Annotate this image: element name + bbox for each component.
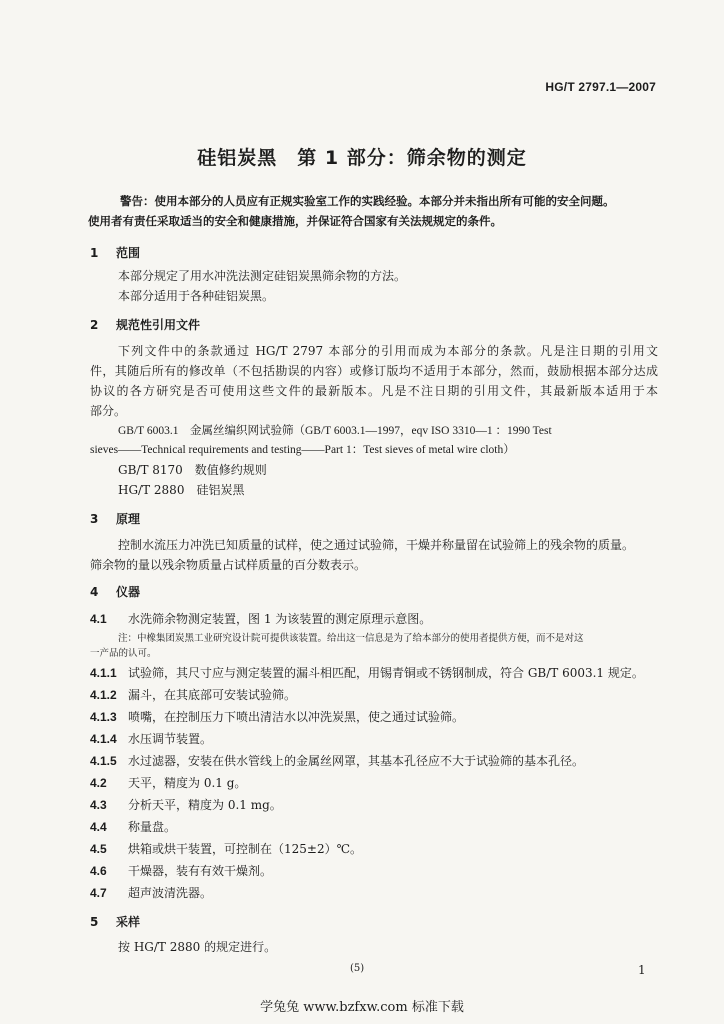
reference-item: HG/T 2880 硅铝炭黑 <box>118 483 245 497</box>
section-3-line-2: 筛余物的量以残余物质量占试样质量的百分数表示。 <box>90 558 367 572</box>
item-text: 超声波清洗器。 <box>128 886 213 900</box>
item-number: 4.3 <box>90 798 107 812</box>
section-number: 5 <box>90 915 99 929</box>
item-text: 水洗筛余物测定装置，图 1 为该装置的测定原理示意图。 <box>128 612 432 626</box>
warning-line-1: 警告：使用本部分的人员应有正规实验室工作的实践经验。本部分并未指出所有可能的安全问题。 <box>120 194 615 208</box>
instrument-item <box>90 708 464 725</box>
item-text: 试验筛，其尺寸应与测定装置的漏斗相匹配，用锡青铜或不锈钢制成，符合 GB/T 6003.1 规定。 <box>128 666 644 680</box>
item-number: 4.2 <box>90 776 107 790</box>
item-text: 称量盘。 <box>128 820 177 834</box>
section-4-heading <box>90 583 140 600</box>
item-number: 4.1.5 <box>90 754 117 768</box>
item-number: 4.1.2 <box>90 688 117 702</box>
instrument-item <box>90 774 246 791</box>
note-line-2: 一产品的认可。 <box>90 648 157 659</box>
page-title: 硅铝炭黑 第 1 部分：筛余物的测定 <box>197 147 527 169</box>
instrument-item <box>90 752 584 769</box>
section-2-intro-4: 部分。 <box>90 404 127 418</box>
section-2-heading <box>90 316 200 333</box>
section-2-intro-1: 下列文件中的条款通过 HG/T 2797 本部分的引用而成为本部分的条款。凡是注日期的引用文 <box>118 344 658 358</box>
reference-item: GB/T 6003.1 金属丝编织网试验筛（GB/T 6003.1—1997，eqv ISO 3310—1 ：1990 Test <box>118 425 552 437</box>
section-number: 4 <box>90 585 99 599</box>
section-5-line-1: 按 HG/T 2880 的规定进行。 <box>118 940 277 954</box>
instrument-item <box>90 730 212 747</box>
item-number: 4.5 <box>90 842 107 856</box>
section-3-heading <box>90 510 140 527</box>
page-marker: (5) <box>350 963 365 974</box>
reference-item: GB/T 8170 数值修约规则 <box>118 463 267 477</box>
section-1-line-1: 本部分规定了用水冲洗法测定硅铝炭黑筛余物的方法。 <box>118 269 407 283</box>
instrument-item <box>90 686 296 703</box>
item-text: 水压调节装置。 <box>128 732 213 746</box>
item-number: 4.1.3 <box>90 710 117 724</box>
note-line-1: 注：中橡集团炭黑工业研究设计院可提供该装置。给出这一信息是为了给本部分的使用者提供方便，而不是对这 <box>118 633 584 644</box>
section-number: 1 <box>90 246 99 260</box>
section-1-line-2: 本部分适用于各种硅铝炭黑。 <box>118 289 275 303</box>
item-number: 4.7 <box>90 886 107 900</box>
section-2-intro-3: 协议的各方研究是否可使用这些文件的最新版本。凡是不注日期的引用文件，其最新版本适用于本 <box>90 384 658 398</box>
instrument-item <box>90 884 212 901</box>
item-text: 天平，精度为 0.1 g。 <box>128 776 247 790</box>
page-number: 1 <box>638 963 646 977</box>
instrument-item <box>90 840 362 857</box>
instrument-item <box>90 818 176 835</box>
warning-line-2: 使用者有责任采取适当的安全和健康措施，并保证符合国家有关法规规定的条件。 <box>88 214 502 228</box>
item-text: 干燥器，装有有效干燥剂。 <box>128 864 273 878</box>
section-number: 2 <box>90 318 99 332</box>
item-number: 4.4 <box>90 820 107 834</box>
section-2-intro-2: 件，其随后所有的修改单（不包括勘误的内容）或修订版均不适用于本部分，然而，鼓励根据本部分达成 <box>90 364 658 378</box>
item-number: 4.6 <box>90 864 107 878</box>
section-1-heading <box>90 244 140 261</box>
instrument-item <box>90 664 644 681</box>
item-number: 4.1 <box>90 612 107 626</box>
section-3-line-1: 控制水流压力冲洗已知质量的试样，使之通过试验筛，干燥并称量留在试验筛上的残余物的质量。 <box>118 538 635 552</box>
reference-item: sieves——Technical requirements and testing——Part 1：Test sieves of metal wire cloth） <box>90 444 515 456</box>
item-number: 4.1.1 <box>90 666 117 680</box>
item-text: 漏斗，在其底部可安装试验筛。 <box>128 688 297 702</box>
item-text: 水过滤器，安装在供水管线上的金属丝网罩，其基本孔径应不大于试验筛的基本孔径。 <box>128 754 585 768</box>
section-title: 规范性引用文件 <box>116 318 201 332</box>
standard-code: HG/T 2797.1—2007 <box>545 80 656 94</box>
instrument-item <box>90 610 431 627</box>
item-text: 分析天平，精度为 0.1 mg。 <box>128 798 282 812</box>
item-text: 喷嘴，在控制压力下喷出清洁水以冲洗炭黑，使之通过试验筛。 <box>128 710 465 724</box>
instrument-item <box>90 796 282 813</box>
section-number: 3 <box>90 512 99 526</box>
item-text: 烘箱或烘干装置，可控制在（125±2）℃。 <box>128 842 363 856</box>
section-title: 采样 <box>116 915 141 929</box>
section-title: 仪器 <box>116 585 141 599</box>
section-title: 原理 <box>116 512 141 526</box>
footer-watermark: 学兔兔 www.bzfxw.com 标准下载 <box>260 1000 464 1015</box>
section-5-heading <box>90 913 140 930</box>
instrument-item <box>90 862 272 879</box>
section-title: 范围 <box>116 246 141 260</box>
item-number: 4.1.4 <box>90 732 117 746</box>
